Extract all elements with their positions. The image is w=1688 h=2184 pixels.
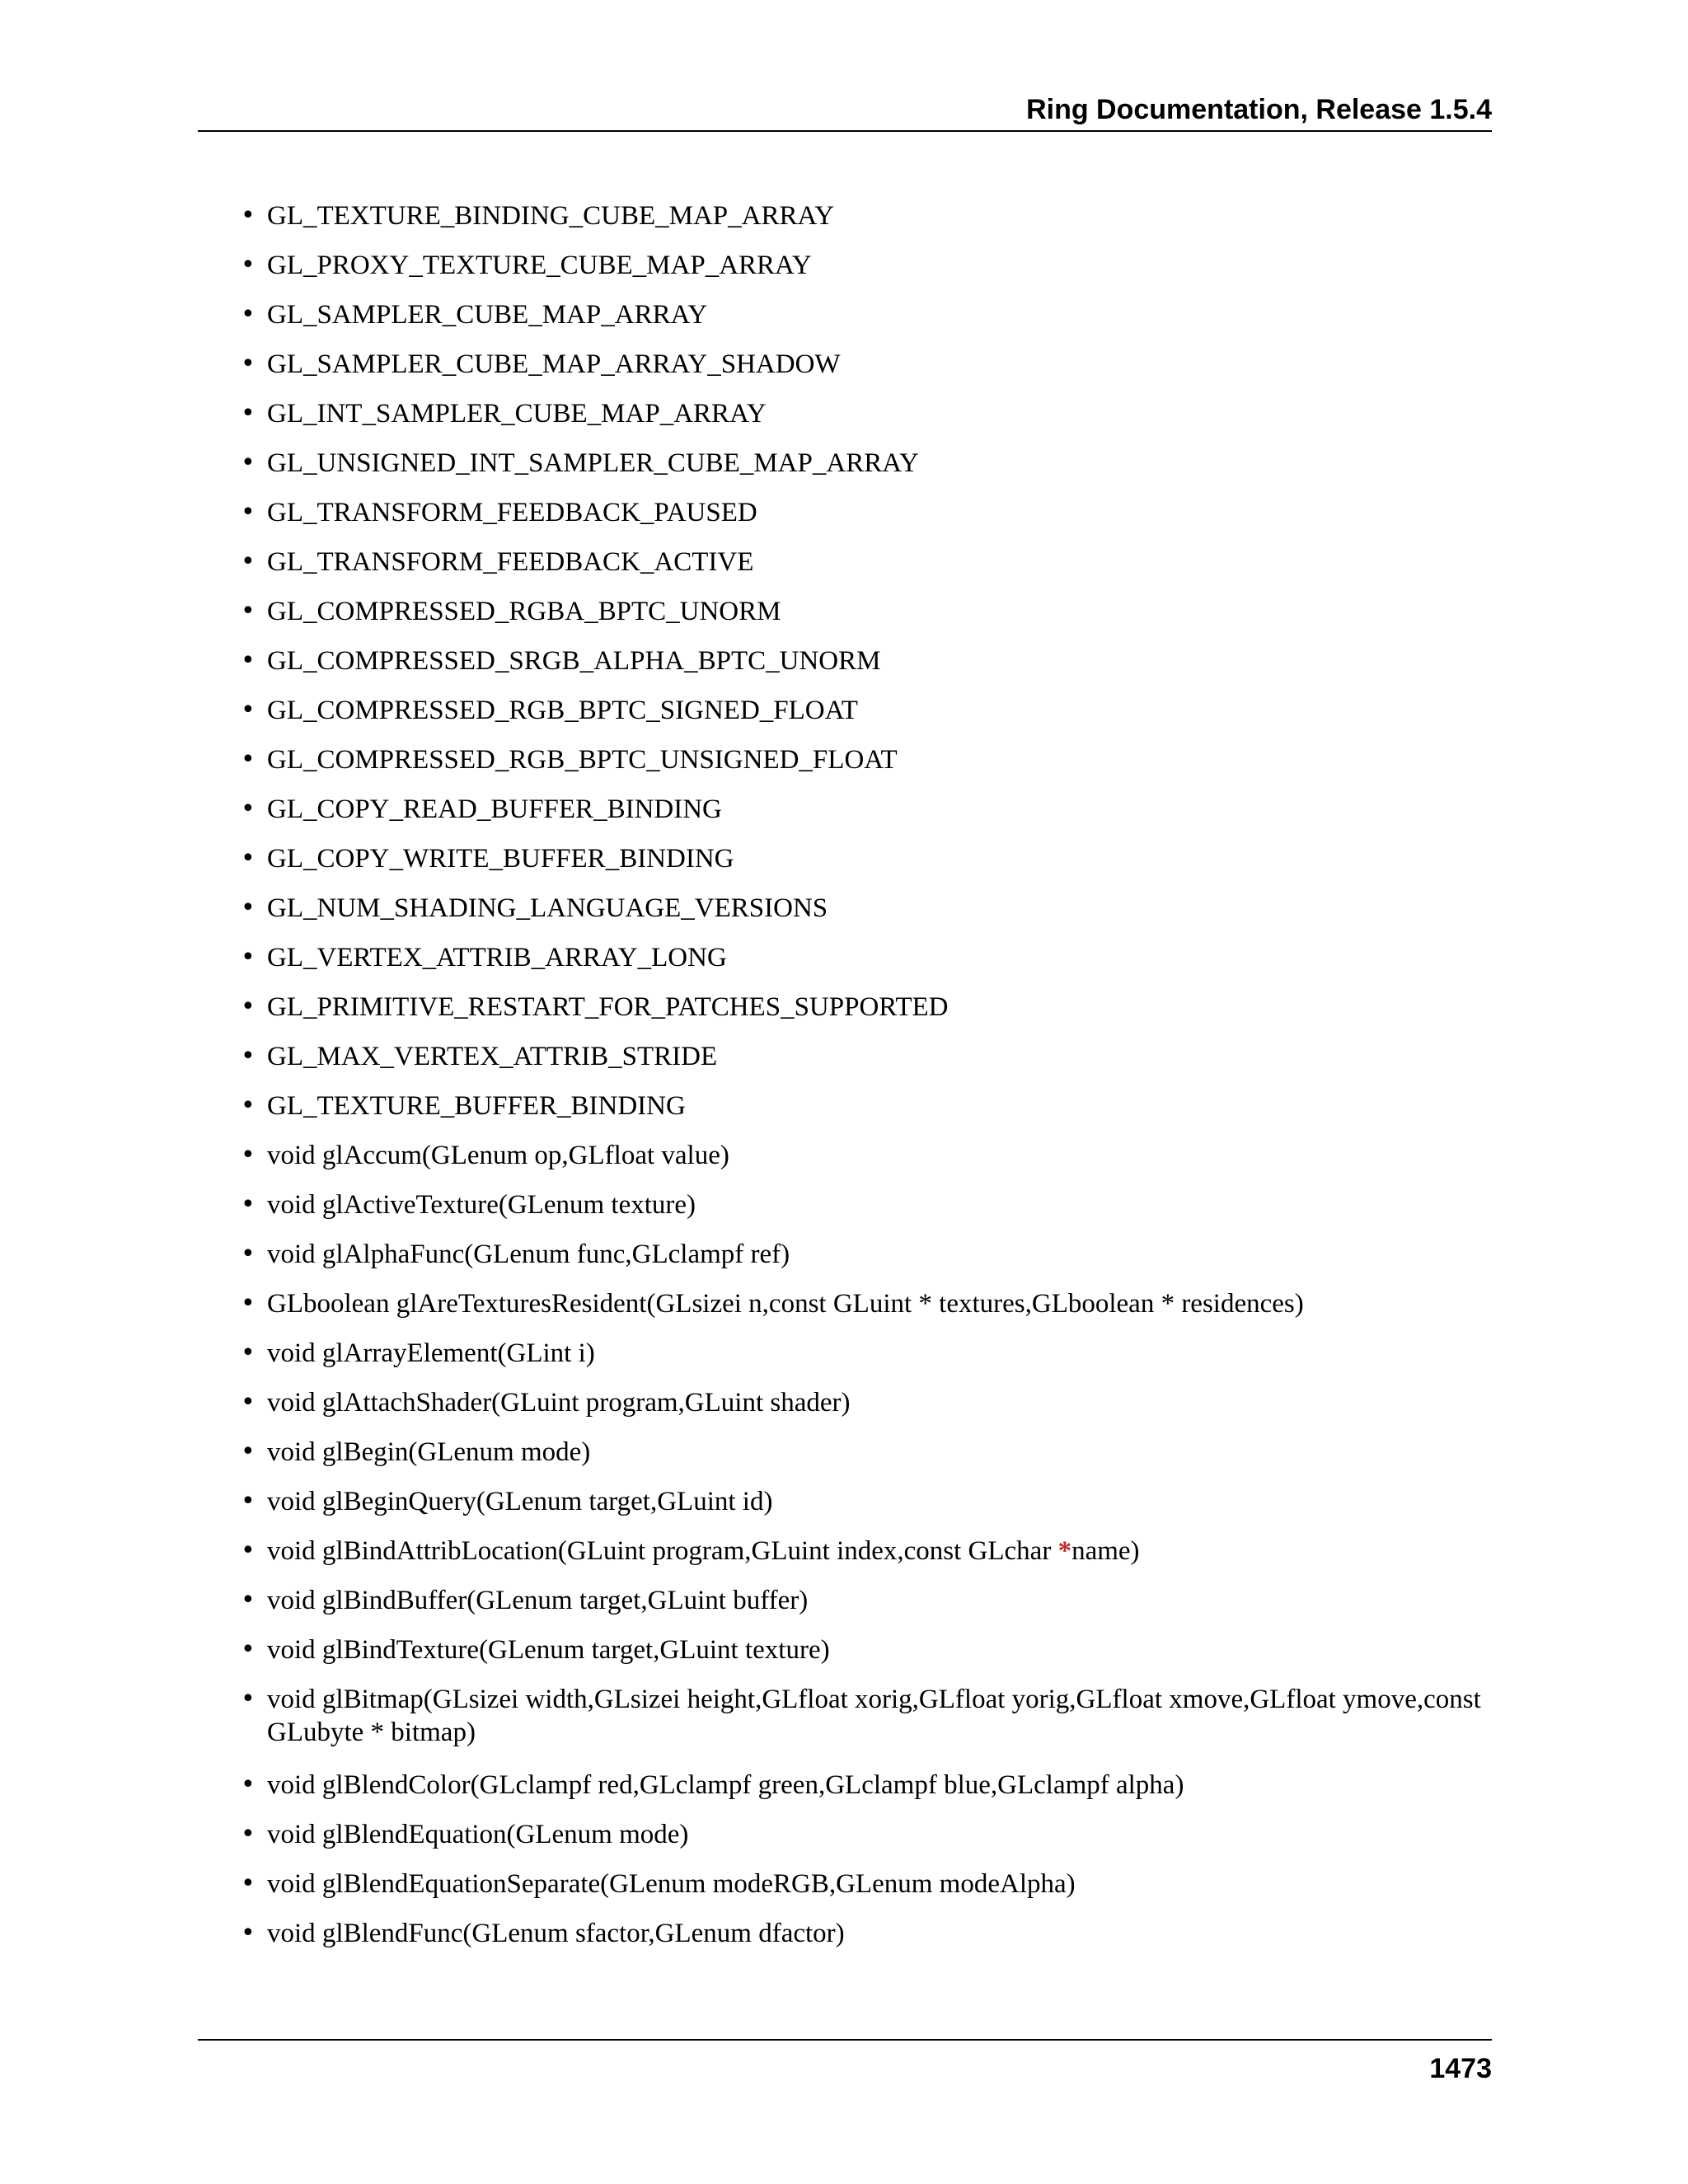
list-item-text: void glBindTexture(GLenum target,GLuint texture) — [267, 1635, 830, 1665]
bullet-icon: • — [241, 992, 256, 1021]
bullet-icon: • — [241, 1635, 256, 1664]
list-item — [198, 244, 1492, 293]
bullet-icon: • — [241, 1388, 256, 1417]
list-item-text: void glBlendFunc(GLenum sfactor,GLenum dfactor) — [267, 1919, 845, 1948]
bullet-icon: • — [241, 251, 256, 279]
list-item-text: GL_COMPRESSED_SRGB_ALPHA_BPTC_UNORM — [267, 646, 881, 676]
list-item — [198, 936, 1492, 986]
list-item — [198, 1579, 1492, 1629]
list-item-text: GLboolean glAreTexturesResident(GLsizei n,const GLuint * textures,GLboolean * residences) — [267, 1289, 1304, 1319]
list-item-text: GL_TRANSFORM_FEEDBACK_ACTIVE — [267, 547, 754, 577]
list-item-text: GL_UNSIGNED_INT_SAMPLER_CUBE_MAP_ARRAY — [267, 448, 919, 478]
bullet-icon: • — [241, 1685, 256, 1713]
list-item-text: GL_TRANSFORM_FEEDBACK_PAUSED — [267, 498, 757, 527]
list-item — [198, 738, 1492, 788]
list-item-text: GL_COPY_WRITE_BUFFER_BINDING — [267, 844, 734, 874]
list-item — [198, 1134, 1492, 1183]
bullet-icon: • — [241, 745, 256, 774]
bullet-icon: • — [241, 1042, 256, 1071]
list-item — [198, 1381, 1492, 1431]
bullet-icon: • — [241, 696, 256, 724]
list-item — [198, 1431, 1492, 1480]
bullet-icon: • — [241, 399, 256, 428]
list-item — [198, 541, 1492, 590]
bullet-icon: • — [241, 1190, 256, 1219]
list-item — [198, 1480, 1492, 1530]
bind-attrib-text-start: void glBindAttribLocation(GLuint program,GLuint index,const GLchar — [267, 1536, 1058, 1566]
list-item-text: void glAlphaFunc(GLenum func,GLclampf ref) — [267, 1240, 790, 1269]
list-item — [198, 293, 1492, 343]
bullet-icon: • — [241, 646, 256, 675]
bind-attrib-text-end: name) — [1071, 1536, 1140, 1566]
constant-function-list — [198, 194, 1492, 1961]
page-content — [198, 194, 1492, 1961]
list-item-text: void glAttachShader(GLuint program,GLuint shader) — [267, 1388, 851, 1418]
list-item — [198, 837, 1492, 887]
list-item-text: GL_COMPRESSED_RGB_BPTC_SIGNED_FLOAT — [267, 696, 858, 725]
page-header — [198, 89, 1492, 132]
list-item — [198, 590, 1492, 640]
list-item — [198, 1233, 1492, 1282]
bullet-icon: • — [241, 1240, 256, 1268]
bullet-icon: • — [241, 1770, 256, 1799]
list-item — [198, 1035, 1492, 1085]
list-item-text: void glAccum(GLenum op,GLfloat value) — [267, 1141, 729, 1170]
list-item — [198, 986, 1492, 1035]
list-item-text: GL_COMPRESSED_RGBA_BPTC_UNORM — [267, 597, 781, 626]
list-item-text: GL_PRIMITIVE_RESTART_FOR_PATCHES_SUPPORTED — [267, 992, 949, 1022]
bullet-icon: • — [241, 349, 256, 378]
bullet-icon: • — [241, 943, 256, 972]
bullet-icon: • — [241, 1820, 256, 1849]
list-item — [198, 1912, 1492, 1961]
list-item-text: GL_NUM_SHADING_LANGUAGE_VERSIONS — [267, 893, 828, 923]
list-item-text: void glActiveTexture(GLenum texture) — [267, 1190, 696, 1220]
list-item — [198, 640, 1492, 689]
list-item-text — [267, 1536, 1140, 1566]
list-item — [198, 1863, 1492, 1912]
list-item — [198, 194, 1492, 244]
page-footer — [198, 2039, 1492, 2084]
list-item — [198, 1764, 1492, 1813]
list-item — [198, 343, 1492, 392]
list-item-text: GL_SAMPLER_CUBE_MAP_ARRAY — [267, 300, 708, 330]
list-item-text: GL_INT_SAMPLER_CUBE_MAP_ARRAY — [267, 399, 767, 429]
bullet-icon: • — [241, 1536, 256, 1565]
bullet-icon: • — [241, 1437, 256, 1466]
list-item-text: GL_PROXY_TEXTURE_CUBE_MAP_ARRAY — [267, 251, 812, 280]
bullet-icon: • — [241, 597, 256, 626]
list-item-text: void glBitmap(GLsizei width,GLsizei height,GLfloat xorig,GLfloat yorig,GLfloat xmove,GLfloat ymove,const GLubyte * bitmap) — [267, 1685, 1489, 1747]
bullet-icon: • — [241, 1289, 256, 1318]
list-item-text: GL_MAX_VERTEX_ATTRIB_STRIDE — [267, 1042, 718, 1071]
list-item-text: void glBegin(GLenum mode) — [267, 1437, 591, 1467]
bullet-icon: • — [241, 1338, 256, 1367]
list-item — [198, 1678, 1492, 1764]
bullet-icon: • — [241, 1869, 256, 1898]
list-item — [198, 442, 1492, 491]
bullet-icon: • — [241, 1487, 256, 1516]
list-item — [198, 1332, 1492, 1381]
bullet-icon: • — [241, 1141, 256, 1169]
list-item — [198, 689, 1492, 738]
list-item-text: GL_COMPRESSED_RGB_BPTC_UNSIGNED_FLOAT — [267, 745, 898, 775]
list-item-text: void glBlendEquationSeparate(GLenum modeRGB,GLenum modeAlpha) — [267, 1869, 1076, 1899]
list-item-text: GL_COPY_READ_BUFFER_BINDING — [267, 794, 722, 824]
bullet-icon: • — [241, 844, 256, 873]
bullet-icon: • — [241, 893, 256, 922]
list-item-text: GL_TEXTURE_BINDING_CUBE_MAP_ARRAY — [267, 201, 835, 231]
list-item — [198, 1530, 1492, 1579]
list-item — [198, 788, 1492, 837]
list-item — [198, 1813, 1492, 1863]
list-item — [198, 1085, 1492, 1134]
list-item-text: void glBlendEquation(GLenum mode) — [267, 1820, 689, 1849]
list-item-text: GL_VERTEX_ATTRIB_ARRAY_LONG — [267, 943, 727, 972]
list-item-text: void glBindBuffer(GLenum target,GLuint buffer) — [267, 1586, 809, 1615]
bullet-icon: • — [241, 547, 256, 576]
pointer-asterisk: * — [1057, 1536, 1072, 1566]
bullet-icon: • — [241, 498, 256, 527]
list-item-text: void glArrayElement(GLint i) — [267, 1338, 595, 1368]
bullet-icon: • — [241, 201, 256, 230]
bullet-icon: • — [241, 300, 256, 329]
list-item — [198, 1183, 1492, 1233]
list-item-text: void glBeginQuery(GLenum target,GLuint id) — [267, 1487, 773, 1516]
list-item — [198, 887, 1492, 936]
list-item — [198, 392, 1492, 442]
list-item-text: GL_TEXTURE_BUFFER_BINDING — [267, 1091, 686, 1121]
list-item-text: void glBlendColor(GLclampf red,GLclampf green,GLclampf blue,GLclampf alpha) — [267, 1770, 1184, 1800]
bullet-icon: • — [241, 448, 256, 477]
bullet-icon: • — [241, 1091, 256, 1120]
list-item — [198, 1282, 1492, 1332]
page-number: 1473 — [1429, 2053, 1492, 2084]
bullet-icon: • — [241, 1919, 256, 1947]
bullet-icon: • — [241, 1586, 256, 1615]
list-item — [198, 1629, 1492, 1678]
list-item-text: GL_SAMPLER_CUBE_MAP_ARRAY_SHADOW — [267, 349, 841, 379]
list-item — [198, 491, 1492, 541]
bullet-icon: • — [241, 794, 256, 823]
document-title: Ring Documentation, Release 1.5.4 — [1026, 94, 1492, 125]
